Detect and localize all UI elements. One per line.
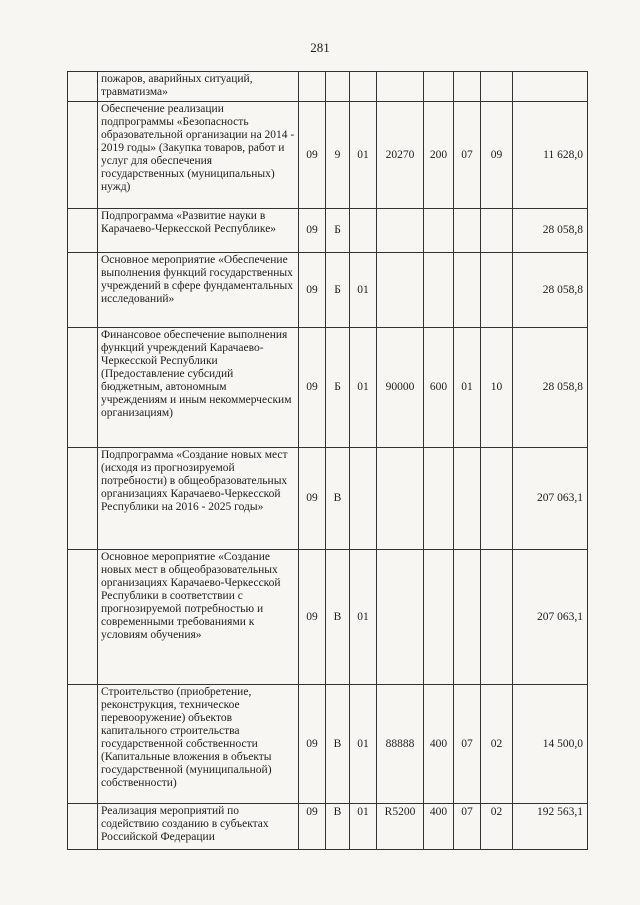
row-name-cell: Обеспечение реализации подпрограммы «Безопасность образовательной организации на 2014 - 2019 годы» (Закупка товаров, работ и услуг для обеспечения государственных (муниципальных) нужд) <box>98 102 299 209</box>
code-cell <box>377 550 424 685</box>
code-cell <box>326 72 350 102</box>
code-cell <box>454 448 481 550</box>
code-cell: 07 <box>454 102 481 209</box>
table-row <box>68 328 588 448</box>
page-number: 281 <box>310 40 330 55</box>
amount-cell: 207 063,1 <box>513 448 588 550</box>
row-number-cell <box>68 685 98 804</box>
row-name-cell: Финансовое обеспечение выполнения функций учреждений Карачаево-Черкесской Республики (Предоставление субсидий бюджетным, автономным учреждениям и иным некоммерческим организациям) <box>98 328 299 448</box>
code-cell <box>424 72 454 102</box>
code-cell <box>481 209 513 253</box>
code-cell: 01 <box>350 102 377 209</box>
budget-table <box>67 71 588 850</box>
code-cell <box>424 550 454 685</box>
code-cell: 07 <box>454 804 481 850</box>
code-cell: 09 <box>299 209 326 253</box>
code-cell: 09 <box>299 550 326 685</box>
code-cell <box>481 448 513 550</box>
code-cell <box>299 72 326 102</box>
row-number-cell <box>68 448 98 550</box>
row-name-cell: Подпрограмма «Создание новых мест (исходя из прогнозируемой потребности) в общеобразовательных организациях Карачаево-Черкесской Республики на 2016 - 2025 годы» <box>98 448 299 550</box>
amount-cell: 14 500,0 <box>513 685 588 804</box>
code-cell <box>454 72 481 102</box>
code-cell <box>377 253 424 328</box>
code-cell: 01 <box>350 328 377 448</box>
amount-cell: 192 563,1 <box>513 804 588 850</box>
code-cell <box>377 448 424 550</box>
row-number-cell <box>68 550 98 685</box>
code-cell <box>481 72 513 102</box>
table-row <box>68 804 588 850</box>
code-cell: 20270 <box>377 102 424 209</box>
code-cell: 01 <box>350 685 377 804</box>
code-cell: 01 <box>350 253 377 328</box>
code-cell <box>350 209 377 253</box>
code-cell <box>454 550 481 685</box>
row-name-cell: Реализация мероприятий по содействию созданию в субъектах Российской Федерации <box>98 804 299 850</box>
table-row <box>68 72 588 102</box>
amount-cell: 28 058,8 <box>513 328 588 448</box>
amount-cell <box>513 72 588 102</box>
code-cell: 09 <box>299 448 326 550</box>
code-cell: 90000 <box>377 328 424 448</box>
code-cell: В <box>326 448 350 550</box>
table-row <box>68 685 588 804</box>
table-row <box>68 253 588 328</box>
amount-cell: 207 063,1 <box>513 550 588 685</box>
code-cell: 01 <box>454 328 481 448</box>
code-cell <box>454 253 481 328</box>
row-number-cell <box>68 328 98 448</box>
row-number-cell <box>68 253 98 328</box>
amount-cell: 28 058,8 <box>513 209 588 253</box>
code-cell: 09 <box>299 253 326 328</box>
code-cell: 10 <box>481 328 513 448</box>
code-cell: Б <box>326 253 350 328</box>
code-cell: 400 <box>424 804 454 850</box>
code-cell: В <box>326 550 350 685</box>
code-cell: 09 <box>299 685 326 804</box>
code-cell: 09 <box>481 102 513 209</box>
code-cell: 01 <box>350 804 377 850</box>
code-cell: 400 <box>424 685 454 804</box>
code-cell: 09 <box>299 328 326 448</box>
code-cell <box>377 209 424 253</box>
row-name-cell: Подпрограмма «Развитие науки в Карачаево-Черкесской Республике» <box>98 209 299 253</box>
code-cell: 02 <box>481 804 513 850</box>
code-cell: 9 <box>326 102 350 209</box>
row-name-cell: Основное мероприятие «Обеспечение выполнения функций государственных учреждений в сфере фундаментальных исследований» <box>98 253 299 328</box>
code-cell: 09 <box>299 804 326 850</box>
code-cell: В <box>326 685 350 804</box>
code-cell: 600 <box>424 328 454 448</box>
table-row <box>68 550 588 685</box>
row-number-cell <box>68 209 98 253</box>
code-cell: 02 <box>481 685 513 804</box>
code-cell: Б <box>326 328 350 448</box>
row-name-cell: Основное мероприятие «Создание новых мест в общеобразовательных организациях Карачаево-Черкесской Республики в соответствии с прогнозируемой потребностью и современными требованиями к условиям обучения» <box>98 550 299 685</box>
code-cell: 88888 <box>377 685 424 804</box>
row-number-cell <box>68 72 98 102</box>
row-number-cell <box>68 102 98 209</box>
table-row <box>68 448 588 550</box>
code-cell: 200 <box>424 102 454 209</box>
row-number-cell <box>68 804 98 850</box>
code-cell: В <box>326 804 350 850</box>
code-cell <box>424 448 454 550</box>
code-cell <box>424 253 454 328</box>
amount-cell: 11 628,0 <box>513 102 588 209</box>
code-cell <box>350 72 377 102</box>
code-cell <box>454 209 481 253</box>
code-cell <box>481 550 513 685</box>
code-cell <box>481 253 513 328</box>
code-cell: 01 <box>350 550 377 685</box>
code-cell: 09 <box>299 102 326 209</box>
row-name-cell: Строительство (приобретение, реконструкция, техническое перевооружение) объектов капитального строительства государственной собственности (Капитальные вложения в объекты государственной (муниципальной) собственности) <box>98 685 299 804</box>
amount-cell: 28 058,8 <box>513 253 588 328</box>
code-cell <box>350 448 377 550</box>
code-cell: R5200 <box>377 804 424 850</box>
row-name-cell: пожаров, аварийных ситуаций, травматизма» <box>98 72 299 102</box>
table-row <box>68 209 588 253</box>
table-row <box>68 102 588 209</box>
code-cell: 07 <box>454 685 481 804</box>
code-cell: Б <box>326 209 350 253</box>
code-cell <box>377 72 424 102</box>
code-cell <box>424 209 454 253</box>
